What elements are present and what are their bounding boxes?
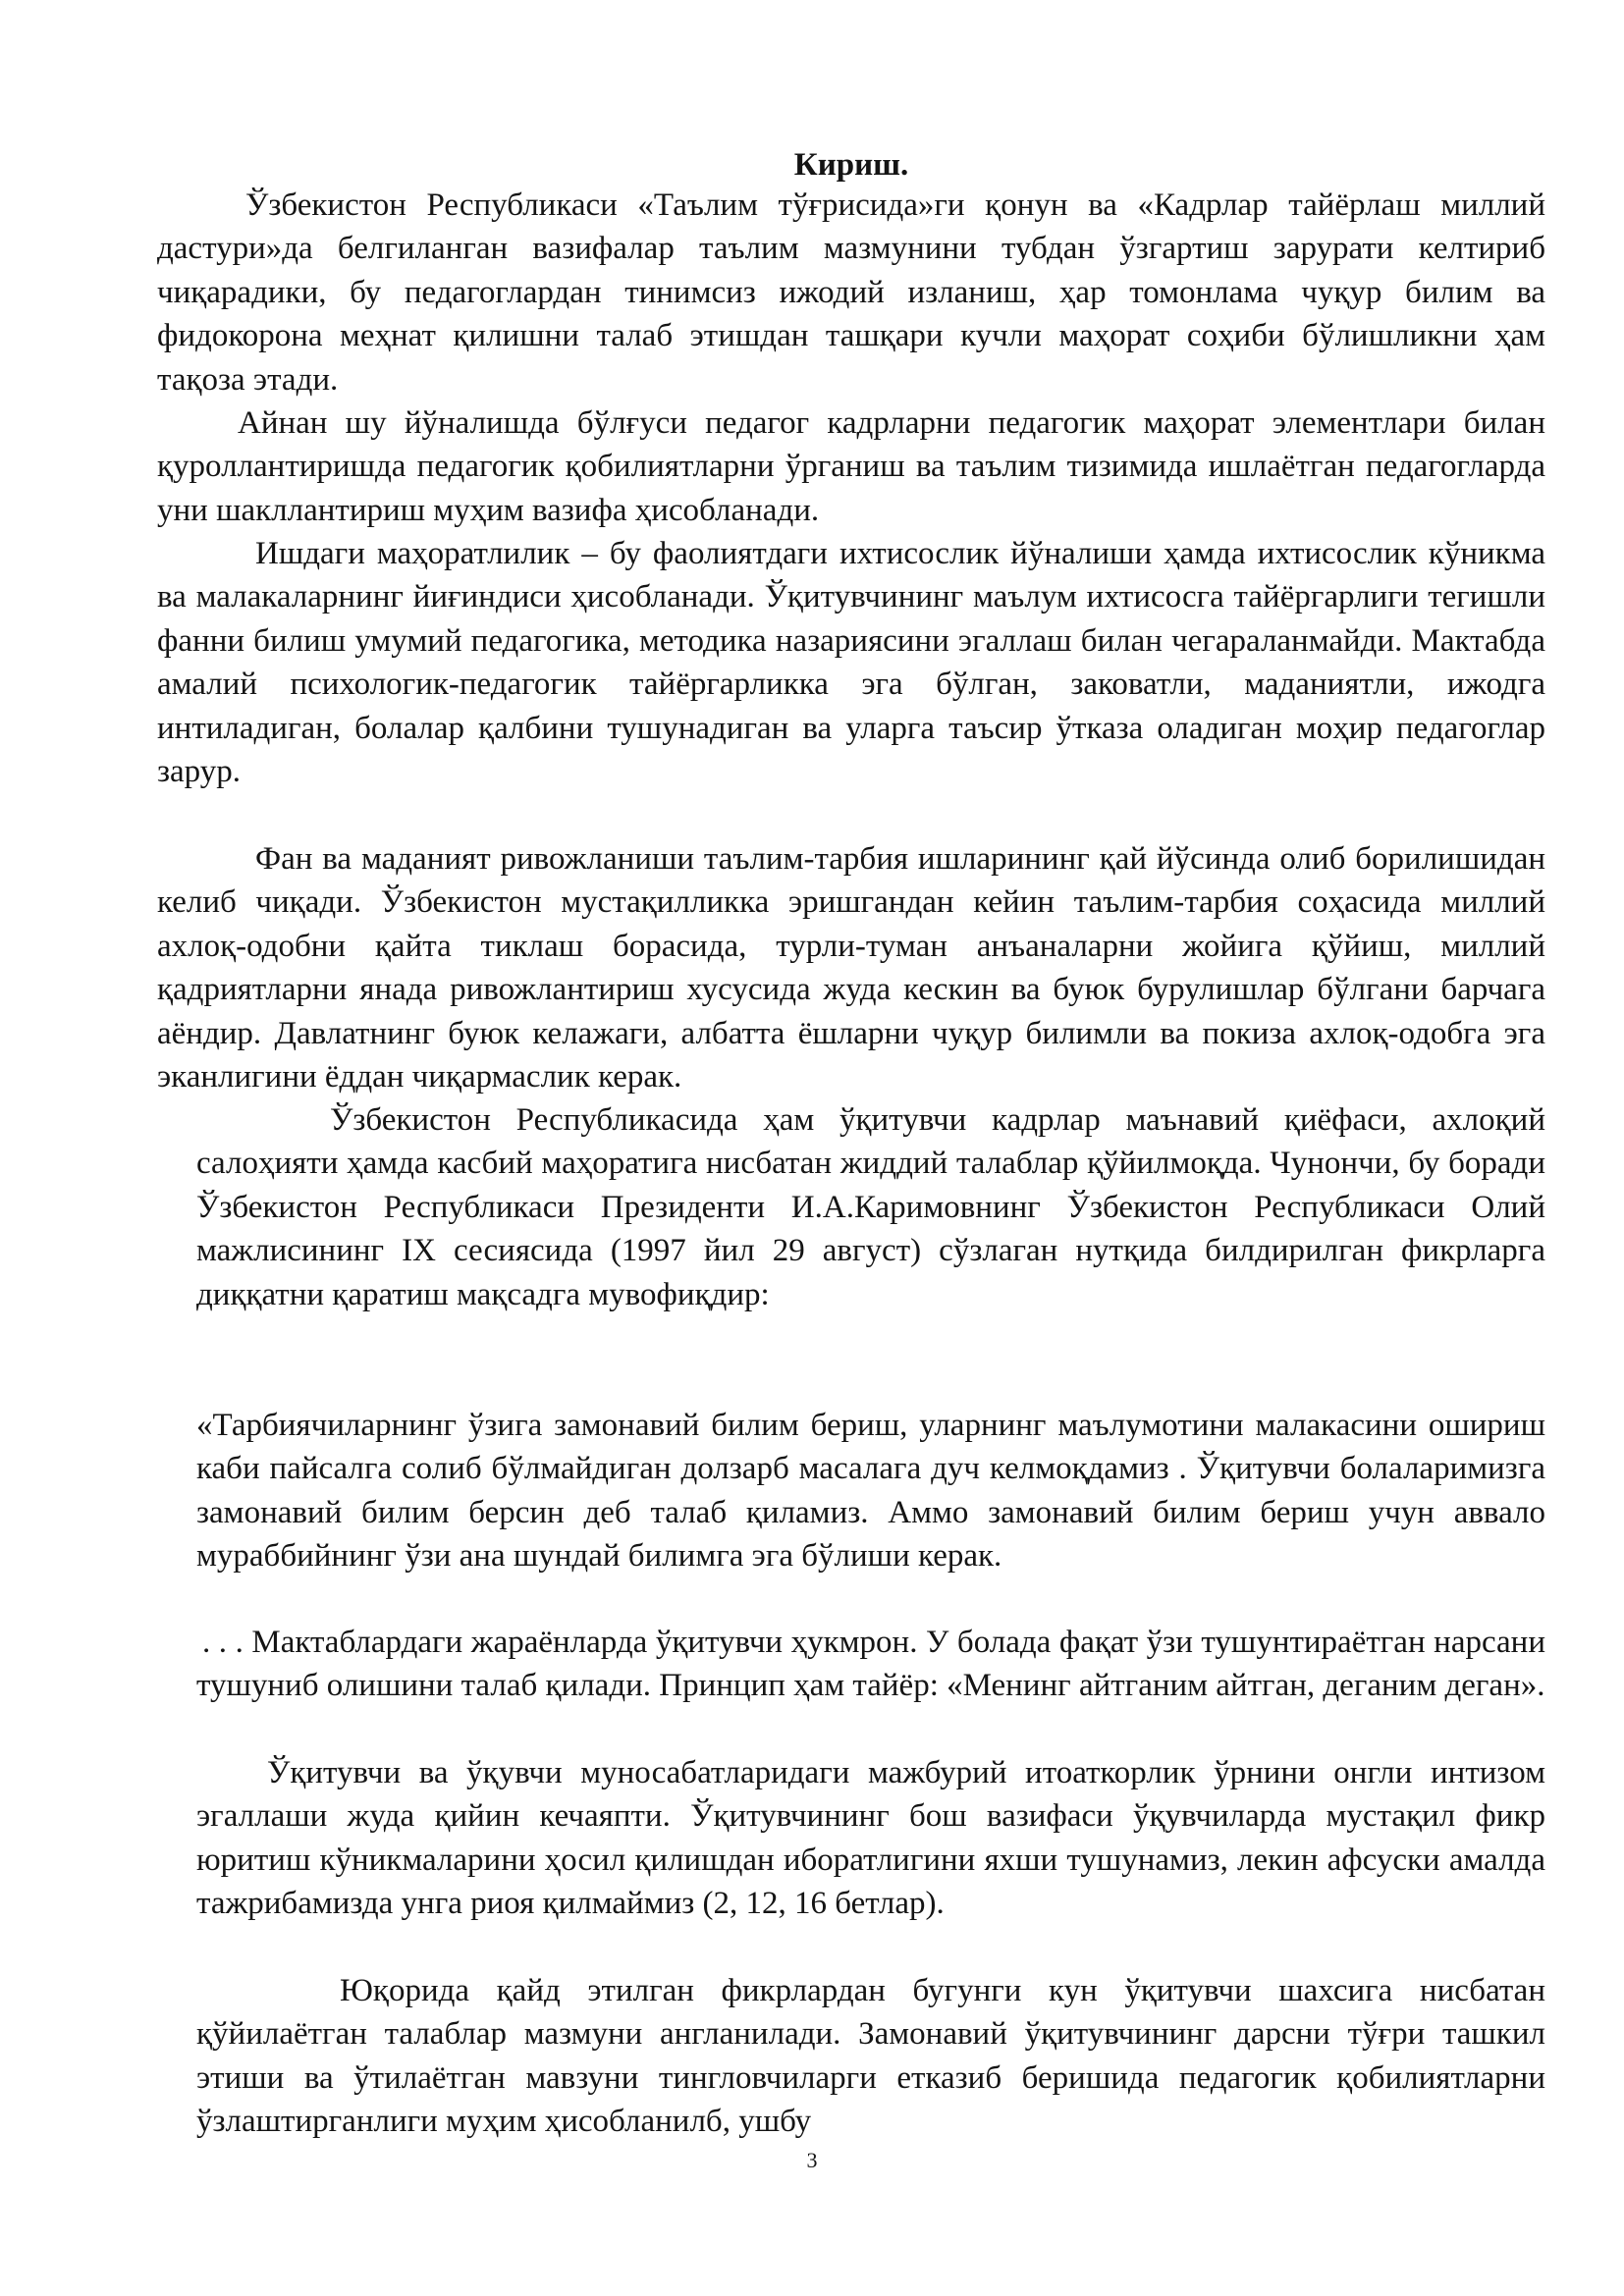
quote-paragraph-1: «Тарбиячиларнинг ўзига замонавий билим бериш, уларнинг маълумотини малакасини ошириш каби пайсалга солиб бўлмайдиган долзарб масалага дуч келмоқдамиз . Ўқитувчи болаларимизга замонавий билим берсин деб талаб қиламиз. Аммо замонавий билим бериш учун аввало мураббийнинг ўзи ана шундай билимга эга бўлиши керак. bbox=[196, 1408, 1545, 1575]
paragraph-2: Айнан шу йўналишда бўлғуси педагог кадрларни педагогик маҳорат элементлари билан қуроллантиришда педагогик қобилиятларни ўрганиш ва таълим тизимида ишлаётган педагогларда уни шакллантириш муҳим вазифа ҳисобланади. bbox=[157, 405, 1545, 528]
paragraph-6: Ўқитувчи ва ўқувчи муносабатларидаги мажбурий итоаткорлик ўрнини онгли интизом эгаллаши жуда қийин кечаяпти. Ўқитувчининг бош вазифаси ўқувчиларда мустақил фикр юритиш кўникмаларини ҳосил қилишдан иборатлигини яхши тушунамиз, лекин афсуски амалда тажрибамизда унга риоя қилмаймиз (2, 12, 16 бетлар). bbox=[196, 1755, 1545, 1922]
page-number: 3 bbox=[806, 2148, 818, 2172]
paragraph-5: Ўзбекистон Республикасида ҳам ўқитувчи кадрлар маънавий қиёфаси, ахлоқий салоҳияти ҳамда касбий маҳоратига нисбатан жиддий талаблар қўйилмоқда. Чунончи, бу боради Ўзбекистон Республикаси Президенти И.А.Каримовнинг Ўзбекистон Республикаси Олий мажлисининг IX сесиясида (1997 йил 29 август) сўзлаган нутқида билдирилган фикрларга диққатни қаратиш мақсадга мувофиқдир: bbox=[196, 1102, 1545, 1312]
paragraph-1: Ўзбекистон Республикаси «Таълим тўғрисида»ги қонун ва «Кадрлар тайёрлаш миллий дастури»да белгиланган вазифалар таълим мазмунини тубдан ўзгартиш зарурати келтириб чиқарадики, бу педагоглардан тинимсиз ижодий изланиш, ҳар томонлама чуқур билим ва фидокорона меҳнат қилишни талаб этишдан ташқари кучли маҳорат соҳиби бўлишликни ҳам тақоза этади. bbox=[157, 187, 1545, 398]
section-title: Кириш. bbox=[793, 147, 909, 183]
paragraph-7: Юқорида қайд этилган фикрлардан бугунги кун ўқитувчи шахсига нисбатан қўйилаётган талаблар мазмуни англанилади. Замонавий ўқитувчининг дарсни тўғри ташкил этиши ва ўтилаётган мавзуни тингловчиларги етказиб беришида педагогик қобилиятларни ўзлаштирганлиги муҳим ҳисобланилб, ушбу bbox=[196, 1973, 1545, 2140]
paragraph-3: Ишдаги маҳоратлилик – бу фаолиятдаги ихтисослик йўналиши ҳамда ихтисослик кўникма ва малакаларнинг йиғиндиси ҳисобланади. Ўқитувчининг маълум ихтисосга тайёргарлиги тегишли фанни билиш умумий педагогика, методика назариясини эгаллаш билан чегараланмайди. Мактабда амалий психологик-педагогик тайёргарликка эга бўлган, заковатли, маданиятли, ижодга интиладиган, болалар қалбини тушунадиган ва уларга таъсир ўтказа оладиган моҳир педагоглар зарур. bbox=[157, 536, 1545, 790]
paragraph-4: Фан ва маданият ривожланиши таълим-тарбия ишларининг қай йўсинда олиб борилишидан келиб чиқади. Ўзбекистон мустақилликка эришгандан кейин таълим-тарбия соҳасида миллий ахлоқ-одобни қайта тиклаш борасида, турли-туман анъаналарни жойига қўйиш, миллий қадриятларни янада ривожлантириш хусусида жуда кескин ва буюк бурулишлар бўлгани барчага аёндир. Давлатнинг буюк келажаги, албатта ёшларни чуқур билимли ва покиза ахлоқ-одобга эга эканлигини ёддан чиқармаслик керак. bbox=[157, 841, 1545, 1095]
quote-paragraph-2: . . . Мактаблардаги жараёнларда ўқитувчи ҳукмрон. У болада фақат ўзи тушунтираётган нарсани тушуниб олишини талаб қилади. Принцип ҳам тайёр: «Менинг айтганим айтган, деганим деган». bbox=[196, 1625, 1545, 1704]
